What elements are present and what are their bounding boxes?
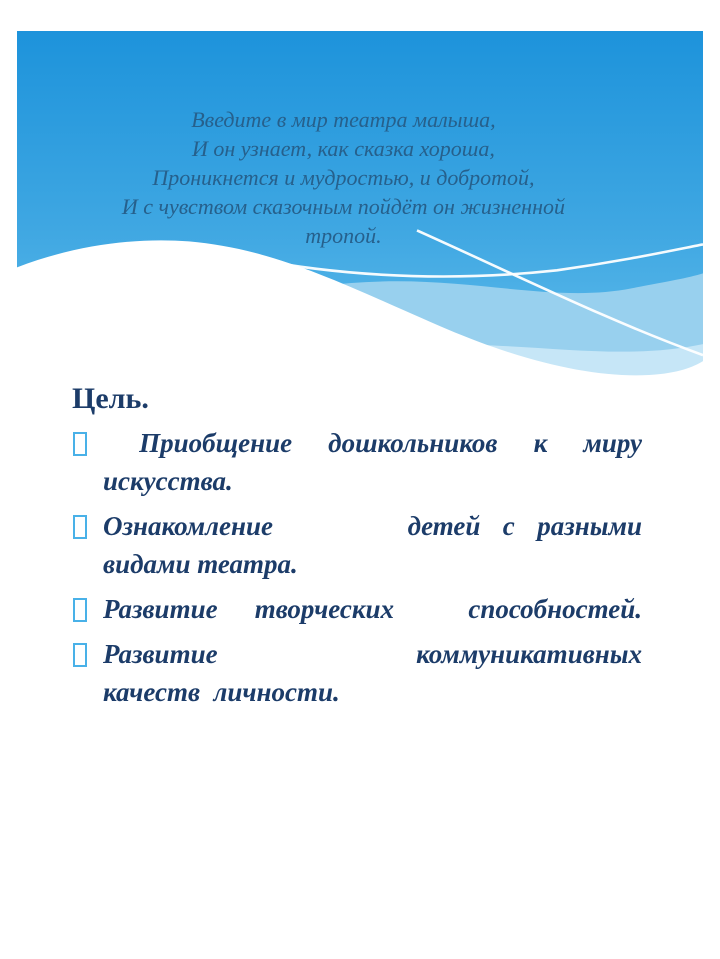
list-item <box>72 424 642 500</box>
bullet-list <box>72 424 642 718</box>
bullet-text-line: искусства. <box>103 466 233 496</box>
poem-line: Проникнется и мудростью, и добротой, <box>152 165 535 190</box>
bullet-text-line: Ознакомление детей с разными <box>103 511 642 541</box>
bullet-text-line: Приобщение дошкольников к миру <box>103 428 642 458</box>
poem-line: тропой. <box>305 223 382 248</box>
bullet-text <box>103 424 642 500</box>
bullet-text-line: видами театра. <box>103 549 298 579</box>
poem-line: И с чувством сказочным пойдёт он жизненной <box>121 194 566 219</box>
bullet-text-line: Развитие коммуникативных <box>103 639 642 669</box>
square-bullet-icon <box>73 432 87 456</box>
bullet-text <box>103 507 642 583</box>
poem-block <box>67 105 619 250</box>
page-title: Цель. <box>72 382 149 415</box>
square-bullet-icon <box>73 515 87 539</box>
square-bullet-icon <box>73 643 87 667</box>
header-panel <box>17 31 703 390</box>
poem-line: Введите в мир театра малыша, <box>191 107 496 132</box>
bullet-text-line: качеств личности. <box>103 677 340 707</box>
poem-line: И он узнает, как сказка хороша, <box>191 136 495 161</box>
list-item <box>72 635 642 711</box>
list-item <box>72 507 642 583</box>
list-item <box>72 590 642 628</box>
bullet-text-line: Развитие творческих способностей. <box>103 594 642 624</box>
bullet-text <box>103 590 642 628</box>
square-bullet-icon <box>73 598 87 622</box>
bullet-text <box>103 635 642 711</box>
